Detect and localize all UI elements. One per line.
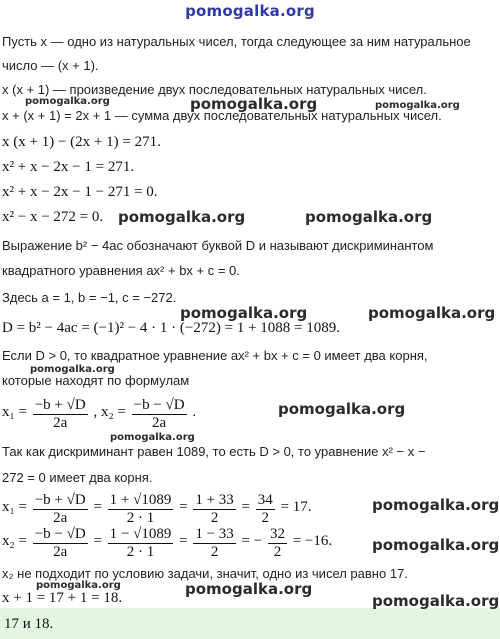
roots-formula — [2, 397, 196, 428]
frac-num: 32 — [269, 526, 285, 542]
formula-period: . — [192, 403, 197, 420]
watermark: pomogalka.org — [372, 536, 500, 554]
equation-line-5: x (x + 1) − (2x + 1) = 271. — [2, 134, 161, 150]
frac-num: 1 + √1089 — [109, 492, 172, 508]
text-line-4: x + (x + 1) = 2x + 1 — сумма двух последовательных натуральных чисел. — [2, 108, 442, 123]
equals-sign: = — [179, 532, 188, 549]
answer-box — [0, 608, 500, 639]
frac-den: 2 · 1 — [126, 544, 155, 557]
equals-sign: = — [179, 498, 188, 515]
x2-comp-label: x₂ = — [2, 532, 27, 549]
watermark: pomogalka.org — [375, 100, 460, 111]
text-line-2: число — (x + 1). — [2, 58, 99, 73]
watermark: pomogalka.org — [368, 304, 496, 322]
watermark: pomogalka.org — [305, 208, 433, 226]
frac-den: 2a — [53, 510, 68, 523]
text-line-16: Так как дискриминант равен 1089, то есть D > 0, то уравнение x² − x − — [2, 444, 426, 459]
frac-num: 1 − 33 — [195, 526, 234, 542]
x1-fraction — [33, 397, 88, 428]
equation-line-8: x² − x − 272 = 0. — [2, 209, 104, 225]
text-line-1: Пусть x — одно из натуральных чисел, тогда следующее за ним натуральное — [2, 34, 471, 49]
x2-numerator: −b − √D — [133, 397, 185, 413]
frac-den: 2 · 1 — [126, 510, 155, 523]
x1-comp-frac-4 — [256, 492, 275, 523]
frac-den: 2 — [261, 510, 270, 523]
x1-comp-label: x₁ = — [2, 498, 27, 515]
frac-den: 2a — [53, 544, 68, 557]
watermark: pomogalka.org — [372, 592, 500, 610]
watermark: pomogalka.org — [118, 208, 246, 226]
site-header[interactable]: pomogalka.org — [185, 2, 315, 20]
frac-num: −b + √D — [34, 492, 86, 508]
x1-comp-frac-2 — [108, 492, 174, 523]
x2-result: = −16. — [292, 532, 333, 549]
x1-label: x₁ = — [2, 403, 27, 420]
frac-den: 2 — [210, 510, 219, 523]
watermark: pomogalka.org — [372, 496, 500, 514]
watermark: pomogalka.org — [185, 580, 313, 598]
minus-equals: = − — [241, 532, 263, 549]
equation-line-6: x² + x − 2x − 1 = 271. — [2, 159, 135, 175]
frac-num: 1 + 33 — [195, 492, 234, 508]
text-line-11: Здесь a = 1, b = −1, c = −272. — [2, 290, 177, 305]
answer-text: 17 и 18. — [4, 616, 54, 632]
x1-comp-frac-3 — [193, 492, 235, 523]
x2-comp-frac-2 — [108, 526, 174, 557]
text-line-10: квадратного уравнения ax² + bx + c = 0. — [2, 263, 240, 278]
equals-sign: = — [93, 498, 102, 515]
text-line-13: Если D > 0, то квадратное уравнение ax² + bx + c = 0 имеет два корня, — [2, 348, 428, 363]
x2-comp-frac-4 — [268, 526, 287, 557]
text-line-14: которые находят по формулам — [2, 373, 190, 388]
watermark: pomogalka.org — [278, 400, 406, 418]
x2-fraction — [132, 397, 187, 428]
equals-sign: = — [241, 498, 251, 515]
x1-result: = 17. — [280, 498, 312, 515]
watermark: pomogalka.org — [180, 304, 308, 322]
x1-computation — [2, 492, 311, 523]
text-line-17: 272 = 0 имеет два корня. — [2, 470, 153, 485]
x2-computation — [2, 526, 332, 557]
equation-line-21: x + 1 = 17 + 1 = 18. — [2, 590, 123, 606]
x2-denominator: 2a — [152, 415, 167, 428]
frac-num: 1 − √1089 — [109, 526, 172, 542]
watermark: pomogalka.org — [110, 432, 195, 443]
watermark: pomogalka.org — [190, 95, 318, 113]
discriminant-line: D = b² − 4ac = (−1)² − 4 · 1 · (−272) = 1 + 1088 = 1089. — [2, 320, 340, 336]
frac-den: 2 — [210, 544, 219, 557]
watermark: pomogalka.org — [36, 580, 121, 591]
frac-den: 2 — [273, 544, 282, 557]
watermark: pomogalka.org — [25, 96, 110, 107]
text-line-9: Выражение b² − 4ac обозначают буквой D и называют дискриминантом — [2, 238, 434, 253]
text-line-20: x₂ не подходит по условию задачи, значит, одно из чисел равно 17. — [2, 566, 408, 581]
equals-sign: = — [93, 532, 102, 549]
x1-numerator: −b + √D — [34, 397, 86, 413]
frac-num: 34 — [257, 492, 273, 508]
x2-comp-frac-1 — [33, 526, 88, 557]
x1-denominator: 2a — [53, 415, 68, 428]
watermark: pomogalka.org — [30, 364, 115, 375]
frac-num: −b − √D — [34, 526, 86, 542]
x2-comp-frac-3 — [193, 526, 235, 557]
x2-label: , x₂ = — [93, 403, 126, 420]
equation-line-7: x² + x − 2x − 1 − 271 = 0. — [2, 184, 158, 200]
x1-comp-frac-1 — [33, 492, 88, 523]
text-line-3: x (x + 1) — произведение двух последовательных натуральных чисел. — [2, 82, 427, 97]
